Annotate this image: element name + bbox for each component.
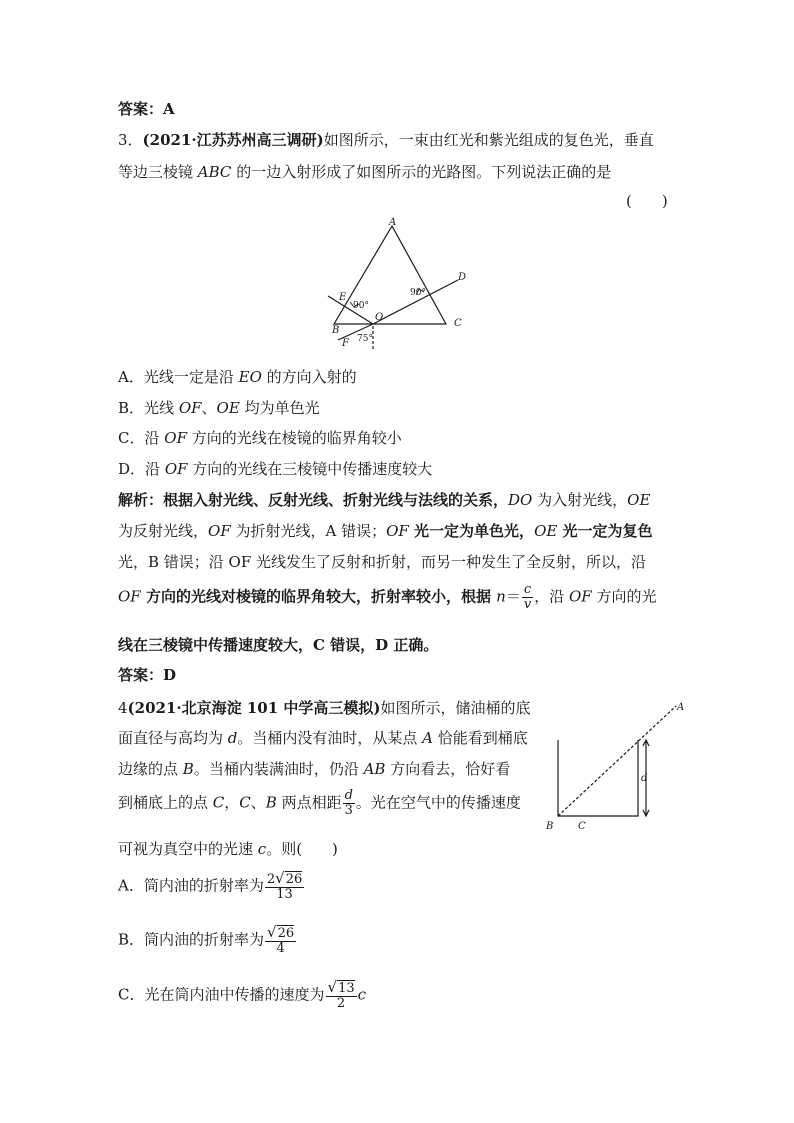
q3-number: 3． [118, 131, 143, 149]
angle-left: 90° [353, 301, 369, 311]
label-C: C [578, 821, 586, 832]
q4-stem-line4: 到桶底上的点 C，C、B 两点相距 $\frac{d}{3}$ 。光在空气中的传播速度 [118, 788, 521, 818]
q3-option-c: C．沿 OF 方向的光线在棱镜的临界角较小 [118, 429, 402, 447]
fraction-c-over-v: $\frac{c}{v}$ [523, 582, 532, 612]
label-D: D [458, 272, 467, 283]
angle-bottom: 75° [357, 334, 373, 344]
fraction-sqrt13-over-2: $\frac{√13}{2}$ [327, 978, 355, 1011]
q4-option-c: C．光在筒内油中传播的速度为 $\frac{√13}{2}$ c [118, 978, 367, 1011]
sight-line-AB [558, 706, 676, 816]
q3-prism-figure [320, 216, 480, 356]
label-A: A [677, 702, 685, 713]
label-O: O [375, 312, 384, 323]
q4-barrel-figure [540, 700, 690, 840]
label-F: F [342, 338, 349, 349]
q4-stem-line3: 边缘的点 B。当桶内装满油时，仍沿 AB 方向看去，恰好看 [118, 760, 511, 778]
label-C: C [454, 318, 462, 329]
q4-stem-line5: 可视为真空中的光速 c。则( ) [118, 840, 338, 858]
q3-answer: 答案：D [118, 666, 177, 684]
q2-answer: 答案：A [118, 100, 175, 118]
q3-answer-blank: ( ) [626, 192, 668, 210]
prism-triangle [334, 226, 446, 324]
label-d: d [641, 773, 648, 784]
ray-DO [373, 280, 458, 324]
q3-analysis-line4: OF 方向的光线对棱镜的临界角较大，折射率较小，根据 n＝ $\frac{c}{v}$ ，沿 OF 方向的光 [118, 582, 657, 612]
q3-option-a: A．光线一定是沿 EO 的方向入射的 [118, 368, 357, 386]
q4-option-b: B．筒内油的折射率为 $\frac{√26}{4}$ [118, 923, 295, 956]
label-B: B [546, 821, 554, 832]
q4-option-a: A．筒内油的折射率为 $\frac{2√26}{13}$ [118, 869, 303, 902]
q3-source: (2021·江苏苏州高三调研) [142, 131, 324, 149]
fraction-d-over-3: $\frac{d}{3}$ [344, 788, 353, 818]
label-A: A [389, 217, 397, 228]
label-E: E [339, 292, 347, 303]
fraction-sqrt26-over-4: $\frac{√26}{4}$ [267, 923, 295, 956]
q3-option-d: D．沿 OF 方向的光线在三棱镜中传播速度较大 [118, 460, 433, 478]
q3-stem-line1: 3．(2021·江苏苏州高三调研)如图所示，一束由红光和紫光组成的复色光，垂直 [118, 131, 654, 149]
q3-analysis-line2: 为反射光线，OF 为折射光线，A 错误；OF 光一定为单色光，OE 光一定为复色 [118, 522, 653, 540]
q3-analysis-line5: 线在三棱镜中传播速度较大，C 错误，D 正确。 [118, 636, 439, 654]
label-B: B [332, 325, 340, 336]
q3-analysis-line1: 解析：根据入射光线、反射光线、折射光线与法线的关系，DO 为入射光线，OE [118, 491, 651, 509]
fraction-2sqrt26-over-13: $\frac{2√26}{13}$ [266, 869, 303, 902]
q3-stem-line2: 等边三棱镜 ABC 的一边入射形成了如图所示的光路图。下列说法正确的是 [118, 163, 612, 181]
q4-stem-line1: 4(2021·北京海淀 101 中学高三模拟)如图所示，储油桶的底 [118, 699, 531, 717]
q3-option-b: B．光线 OF、OE 均为单色光 [118, 399, 320, 417]
q4-stem-line2: 面直径与高均为 d。当桶内没有油时，从某点 A 恰能看到桶底 [118, 729, 528, 747]
q3-analysis-line3: 光，B 错误；沿 OF 光线发生了反射和折射，而另一种发生了全反射，所以，沿 [118, 553, 647, 571]
angle-right: 90° [410, 288, 426, 298]
